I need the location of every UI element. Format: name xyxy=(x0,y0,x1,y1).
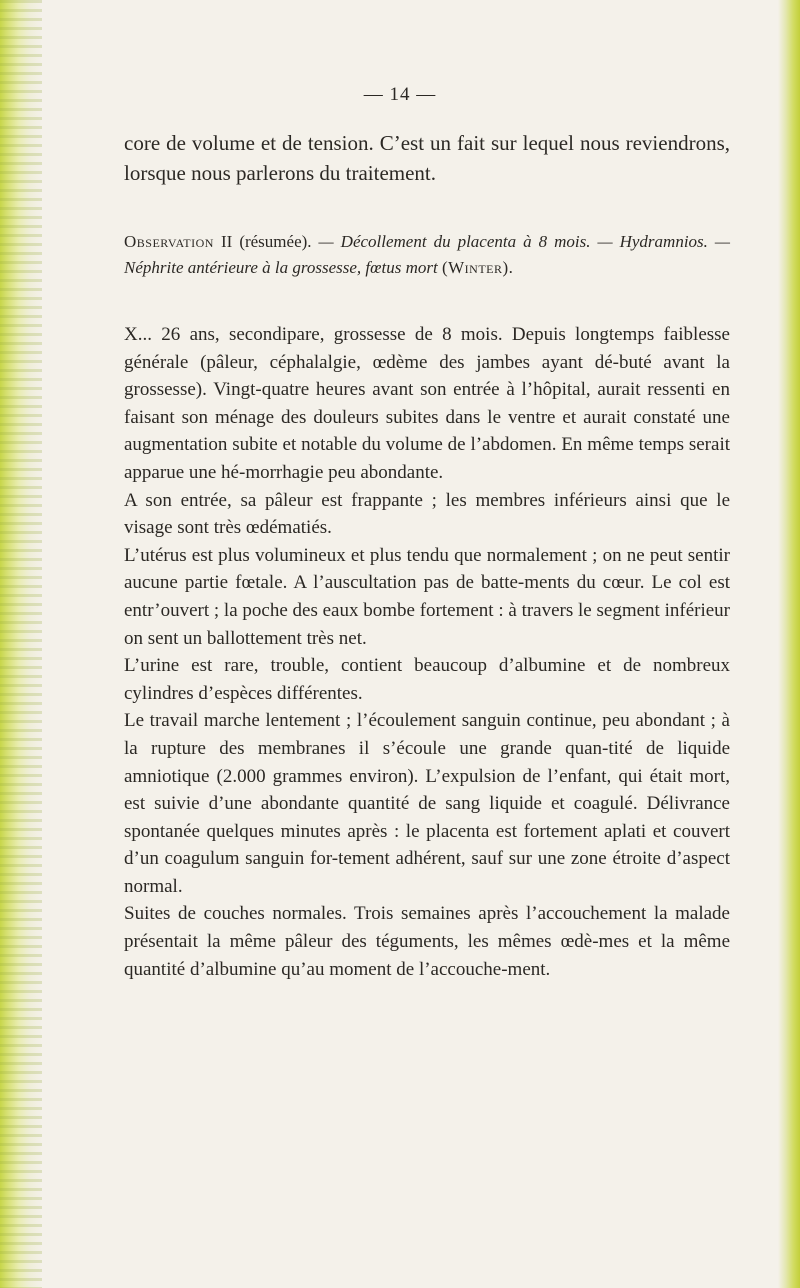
paragraph-6: Suites de couches normales. Trois semaines après l’accouchement la malade présentait la même pâleur des téguments, les mêmes œdè-mes et la même quantité d’albumine qu’au moment de l’accouche-ment. xyxy=(124,903,730,980)
binding-edge-left xyxy=(0,0,42,1288)
observation-author: (Winter). xyxy=(441,258,514,277)
page-number: — 14 — xyxy=(363,84,437,105)
binding-edge-right xyxy=(778,0,800,1288)
case-body xyxy=(124,321,730,983)
observation-resumee: (résumée). xyxy=(239,232,312,251)
paragraph-3: L’utérus est plus volumineux et plus tendu que normalement ; on ne peut sentir aucune partie fœtale. A l’auscultation pas de batte-ments du cœur. Le col est entr’ouvert ; la poche des eaux bombe fortement : à travers le segment inférieur on sent un ballottement très net. xyxy=(124,544,730,649)
intro-paragraph xyxy=(124,128,730,188)
observation-number: II xyxy=(220,232,233,251)
paragraph-1: X... 26 ans, secondipare, grossesse de 8 mois. Depuis longtemps faiblesse générale (pâleur, céphalalgie, œdème des jambes ayant dé-buté avant la grossesse). Vingt-quatre heures avant son entrée à l’hôpital, aurait ressenti en faisant son ménage des douleurs subites dans le ventre et aurait constaté une augmentation subite et notable du volume de l’abdomen. En même temps serait apparue une hé-morrhagie peu abondante. xyxy=(124,324,730,483)
observation-heading xyxy=(124,229,730,281)
observation-title: — Décollement du placenta à 8 mois. — Hydramnios. — Néphrite antérieure à la grossesse, fœtus mort xyxy=(124,232,731,277)
observation-label: Observation xyxy=(124,232,214,251)
paragraph-4: L’urine est rare, trouble, contient beaucoup d’albumine et de nombreux cylindres d’espèces différentes. xyxy=(124,655,730,704)
paragraph-5: Le travail marche lentement ; l’écoulement sanguin continue, peu abondant ; à la rupture des membranes il s’écoule une grande quan-tité de liquide amniotique (2.000 grammes environ). L’expulsion de l’enfant, qui était mort, est suivie d’une abondante quantité de sang liquide et coagulé. Délivrance spontanée quelques minutes après : le placenta est fortement aplati et couvert d’un coagulum sanguin for-tement adhérent, sauf sur une zone étroite d’aspect normal. xyxy=(124,710,730,897)
intro-text: core de volume et de tension. C’est un fait sur lequel nous reviendrons, lorsque nous parlerons du traitement. xyxy=(124,131,730,185)
paragraph-2: A son entrée, sa pâleur est frappante ; les membres inférieurs ainsi que le visage sont très œdématiés. xyxy=(124,489,730,539)
